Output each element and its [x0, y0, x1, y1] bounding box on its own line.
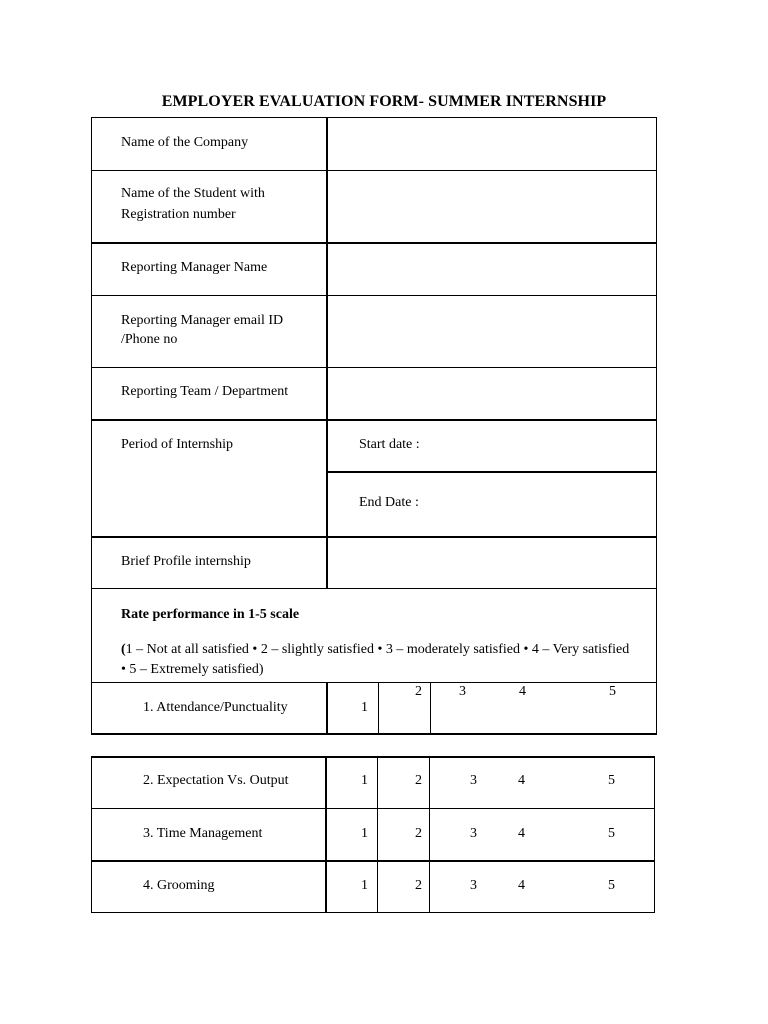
form-title: EMPLOYER EVALUATION FORM- SUMMER INTERNSHIP	[161, 93, 607, 110]
score-option-5[interactable]: 5	[608, 773, 615, 788]
company-field[interactable]	[327, 118, 656, 170]
manager-contact-label-line2: /Phone no	[121, 332, 178, 347]
student-label-line1: Name of the Student with	[121, 186, 265, 201]
criterion-label: 1. Attendance/Punctuality	[143, 700, 288, 715]
profile-field[interactable]	[327, 538, 656, 588]
score-option-1[interactable]: 1	[361, 700, 368, 715]
score-option-3[interactable]: 3	[470, 773, 477, 788]
score-option-2[interactable]: 2	[415, 684, 422, 699]
score-option-4[interactable]: 4	[518, 878, 525, 893]
score-option-3[interactable]: 3	[470, 826, 477, 841]
score-option-1[interactable]: 1	[361, 826, 368, 841]
criterion-label: 3. Time Management	[143, 826, 263, 841]
period-label: Period of Internship	[121, 437, 233, 452]
start-date-field[interactable]	[430, 421, 656, 471]
score-option-3[interactable]: 3	[459, 684, 466, 699]
score-option-2[interactable]: 2	[415, 878, 422, 893]
manager-name-label: Reporting Manager Name	[121, 260, 268, 275]
score-option-2[interactable]: 2	[415, 826, 422, 841]
score-option-5[interactable]: 5	[608, 826, 615, 841]
end-date-field[interactable]	[430, 473, 656, 536]
criterion-label: 2. Expectation Vs. Output	[143, 773, 289, 788]
score-option-1[interactable]: 1	[361, 878, 368, 893]
scale-desc-text: 1 – Not at all satisfied • 2 – slightly satisfied • 3 – moderately satisfied • 4 – Very satisfied • 5 – Extremely satisfied)	[121, 642, 630, 677]
profile-label: Brief Profile internship	[121, 554, 251, 569]
scale-open-paren: (	[121, 642, 126, 657]
manager-contact-label-line1: Reporting Manager email ID	[121, 313, 284, 328]
rating-scale-description	[121, 640, 631, 680]
student-label-line2: Registration number	[121, 207, 236, 222]
score-option-4[interactable]: 4	[519, 684, 526, 699]
criterion-label: 4. Grooming	[143, 878, 215, 893]
start-date-label: Start date :	[359, 437, 420, 452]
manager-contact-field[interactable]	[327, 296, 656, 367]
team-field[interactable]	[327, 368, 656, 419]
rating-heading: Rate performance in 1-5 scale	[121, 607, 300, 622]
score-option-4[interactable]: 4	[518, 773, 525, 788]
company-label: Name of the Company	[121, 135, 249, 150]
score-option-2[interactable]: 2	[415, 773, 422, 788]
team-label: Reporting Team / Department	[121, 384, 289, 399]
end-date-label: End Date :	[359, 495, 419, 510]
score-option-5[interactable]: 5	[609, 684, 616, 699]
score-option-1[interactable]: 1	[361, 773, 368, 788]
student-field[interactable]	[327, 171, 656, 242]
score-option-3[interactable]: 3	[470, 878, 477, 893]
score-option-4[interactable]: 4	[518, 826, 525, 841]
score-option-5[interactable]: 5	[608, 878, 615, 893]
manager-name-field[interactable]	[327, 244, 656, 295]
